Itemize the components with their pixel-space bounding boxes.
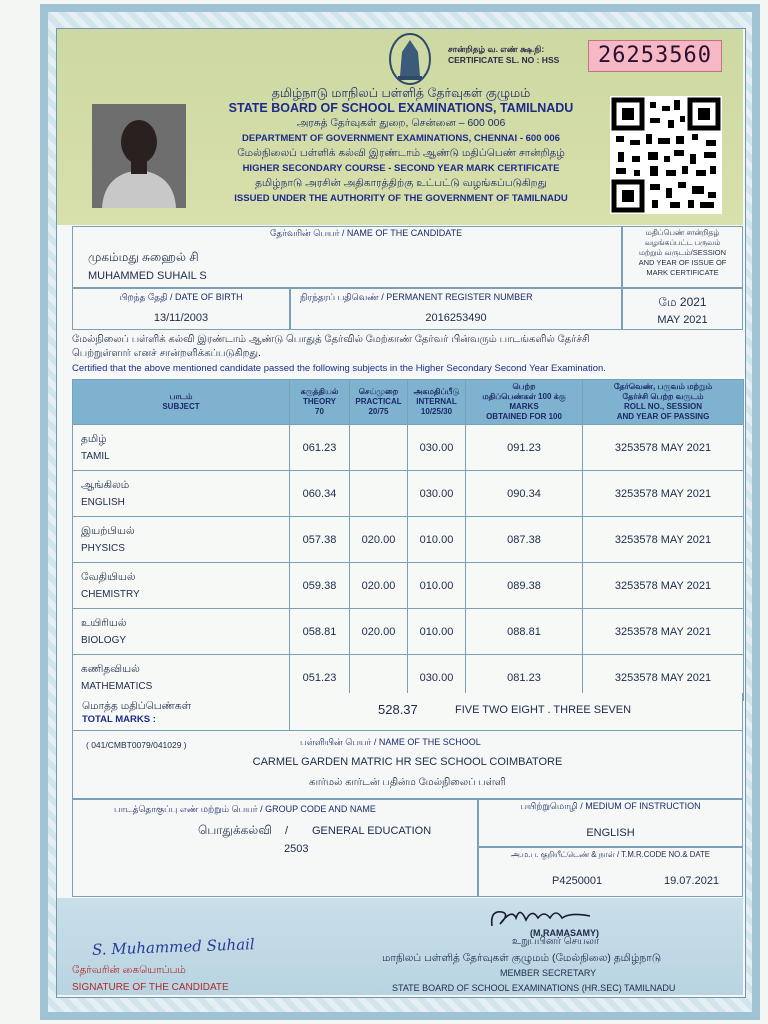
register-label: நிரந்தரப் பதிவெண் / PERMANENT REGISTER NUMBER — [300, 292, 533, 302]
header-theory-max: 70 — [315, 407, 324, 416]
header-internal-en: INTERNAL — [416, 397, 457, 406]
header-practical-en: PRACTICAL — [355, 397, 402, 406]
secretary-board-ta: மாநிலப் பள்ளித் தேர்வுகள் குழுமம் (மேல்நிலை) தமிழ்நாடு — [382, 952, 662, 964]
group-name-en: GENERAL EDUCATION — [312, 825, 432, 837]
board-name-ta: தமிழ்நாடு மாநிலப் பள்ளித் தேர்வுகள் குழுமம் — [271, 86, 531, 100]
header-subject-en: SUBJECT — [162, 402, 200, 411]
table-row — [73, 609, 744, 655]
serial-number: 26253560 — [588, 40, 722, 72]
roll-cell: 3253578 MAY 2021 — [583, 563, 744, 609]
header-theory-en: THEORY — [302, 397, 337, 406]
subject-en: BIOLOGY — [81, 634, 127, 646]
subject-cell — [73, 609, 290, 655]
roll-cell: 3253578 MAY 2021 — [583, 517, 744, 563]
header-obtained-ta2: மதிப்பெண்கள் 100 க்கு — [482, 392, 566, 401]
total-cell: 087.38 — [466, 517, 583, 563]
header-roll-ta2: தேர்ச்சி பெற்ற வருடம் — [622, 392, 704, 401]
header-roll-ta1: தேர்வெண், பருவம் மற்றும் — [613, 382, 713, 391]
tmr-label: அ.ம.ப. குறியீட்டெண் & நாள் / T.M.R.CODE NO.& DATE — [511, 850, 710, 859]
subject-ta: வேதியியல் — [81, 570, 136, 583]
total-cell: 088.81 — [466, 609, 583, 655]
serial-label-en: CERTIFICATE SL. NO : HSS — [448, 55, 560, 65]
tmr-date: 19.07.2021 — [664, 875, 720, 887]
roll-cell: 3253578 MAY 2021 — [583, 609, 744, 655]
session-label-1: மதிப்பெண் சான்றிதழ் — [645, 228, 720, 237]
header-internal-max: 10/25/30 — [420, 407, 453, 416]
session-label-5: MARK CERTIFICATE — [646, 268, 719, 277]
authority-en: ISSUED UNDER THE AUTHORITY OF THE GOVERNMENT OF TAMILNADU — [234, 193, 568, 204]
secretary-board-en: STATE BOARD OF SCHOOL EXAMINATIONS (HR.SEC) TAMILNADU — [392, 983, 676, 993]
table-header-row — [73, 380, 744, 425]
internal-cell: 030.00 — [408, 425, 466, 471]
dept-en: DEPARTMENT OF GOVERNMENT EXAMINATIONS, CHENNAI - 600 006 — [242, 133, 560, 144]
session-label-3: மற்றும் வருடம்/SESSION — [638, 248, 727, 257]
school-code: ( 041/CMBT0079/041029 ) — [86, 740, 187, 750]
total-marks-value: 528.37 — [378, 702, 418, 717]
certify-ta-1: மேல்நிலைப் பள்ளிக் கல்வி இரண்டாம் ஆண்டு பொதுத் தேர்வில் மேற்காண் தேர்வர் பின்வரும் பாடங்களில் தேர்ச்சி — [72, 334, 590, 345]
internal-cell: 010.00 — [408, 609, 466, 655]
certificate-title — [196, 86, 606, 206]
total-cell: 089.38 — [466, 563, 583, 609]
theory-cell: 051.23 — [290, 655, 350, 701]
session-label — [622, 228, 743, 278]
header-roll — [583, 380, 744, 425]
serial-label-ta: சான்றிதழ் வ. எண் க்ஷ.நி: — [448, 44, 545, 54]
candidate-name-ta: முகம்மது சுஹைல் சி — [88, 250, 199, 264]
session-label-2: வழங்கப்பட்ட பருவம் — [644, 238, 721, 247]
subject-ta: தமிழ் — [81, 432, 107, 445]
internal-cell: 030.00 — [408, 655, 466, 701]
register-number: 2016253490 — [425, 312, 487, 324]
name-label: தேர்வரின் பெயர் / NAME OF THE CANDIDATE — [270, 228, 463, 238]
candidate-photo — [92, 104, 186, 208]
marks-table — [72, 379, 744, 701]
school-label: பள்ளியின் பெயர் / NAME OF THE SCHOOL — [300, 737, 481, 747]
header-roll-en1: ROLL NO., SESSION — [623, 402, 703, 411]
subject-ta: கணிதவியல் — [81, 662, 140, 675]
theory-cell: 060.34 — [290, 471, 350, 517]
group-separator: / — [285, 825, 289, 837]
school-name-ta: கார்மல் கார்டன் பதின்ம மேல்நிலைப் பள்ளி — [309, 777, 506, 788]
practical-cell: 020.00 — [350, 563, 408, 609]
board-name-en: STATE BOARD OF SCHOOL EXAMINATIONS, TAMILNADU — [228, 101, 574, 115]
medium-value: ENGLISH — [586, 827, 635, 839]
tmr-code: P4250001 — [552, 875, 603, 887]
subject-cell — [73, 563, 290, 609]
header-practical-max: 20/75 — [368, 407, 389, 416]
subject-en: TAMIL — [81, 450, 110, 462]
secretary-title-ta: உறுப்பினர் செயலர் — [512, 936, 600, 947]
group-name-ta: பொதுக்கல்வி — [198, 823, 272, 837]
table-row — [73, 471, 744, 517]
certify-en: Certified that the above mentioned candidate passed the following subjects in the Higher Secondary Second Year Examination. — [72, 363, 606, 374]
candidate-signature-label-ta: தேர்வரின் கையொப்பம் — [72, 964, 186, 976]
header-obtained-ta1: பெற்ற — [512, 382, 536, 391]
practical-cell — [350, 425, 408, 471]
subject-cell — [73, 517, 290, 563]
table-row — [73, 517, 744, 563]
subject-en: MATHEMATICS — [81, 680, 153, 692]
subject-ta: உயிரியல் — [81, 616, 127, 629]
dob-label: பிறந்த தேதி / DATE OF BIRTH — [119, 292, 243, 302]
tamilnadu-emblem-icon — [388, 32, 432, 86]
practical-cell — [350, 471, 408, 517]
header-subject-ta: பாடம் — [169, 392, 193, 401]
subject-ta: இயற்பியல் — [81, 524, 135, 537]
theory-cell: 058.81 — [290, 609, 350, 655]
subject-en: PHYSICS — [81, 542, 125, 554]
subject-ta: ஆங்கிலம் — [81, 478, 130, 491]
practical-cell: 020.00 — [350, 609, 408, 655]
session-label-4: AND YEAR OF ISSUE OF — [638, 258, 727, 267]
total-cell: 081.23 — [466, 655, 583, 701]
header-internal-ta: அகமதிப்பீடு — [413, 387, 460, 396]
school-name-en: CARMEL GARDEN MATRIC HR SEC SCHOOL COIMBATORE — [252, 756, 563, 768]
theory-cell: 057.38 — [290, 517, 350, 563]
internal-cell: 010.00 — [408, 517, 466, 563]
issue-month-en: MAY 2021 — [657, 314, 708, 326]
theory-cell: 061.23 — [290, 425, 350, 471]
total-cell: 091.23 — [466, 425, 583, 471]
table-row — [73, 563, 744, 609]
header-roll-en2: AND YEAR OF PASSING — [616, 412, 710, 421]
total-marks-words: FIVE TWO EIGHT . THREE SEVEN — [455, 704, 632, 716]
total-cell: 090.34 — [466, 471, 583, 517]
roll-cell: 3253578 MAY 2021 — [583, 471, 744, 517]
secretary-name: (M.RAMASAMY) — [530, 928, 599, 938]
group-code: 2503 — [284, 843, 309, 855]
header-theory — [290, 380, 350, 425]
header-practical-ta: செய்முறை — [358, 387, 399, 396]
subject-cell — [73, 471, 290, 517]
roll-cell: 3253578 MAY 2021 — [583, 425, 744, 471]
subject-en: ENGLISH — [81, 496, 125, 508]
internal-cell: 010.00 — [408, 563, 466, 609]
table-row — [73, 425, 744, 471]
header-obtained-en1: MARKS — [509, 402, 539, 411]
theory-cell: 059.38 — [290, 563, 350, 609]
candidate-name-en: MUHAMMED SUHAIL S — [88, 270, 207, 282]
total-label-en: TOTAL MARKS : — [82, 714, 156, 725]
header-internal — [408, 380, 466, 425]
authority-ta: தமிழ்நாடு அரசின் அதிகாரத்திற்கு உட்பட்டு வழங்கப்படுகிறது — [255, 177, 547, 189]
header-obtained-en2: OBTAINED FOR 100 — [486, 412, 562, 421]
dept-ta: அரசுத் தேர்வுகள் துறை, சென்னை – 600 006 — [296, 117, 506, 129]
practical-cell: 020.00 — [350, 517, 408, 563]
subject-en: CHEMISTRY — [81, 588, 140, 600]
dob-value: 13/11/2003 — [153, 312, 209, 324]
group-label: பாடத்தொகுப்பு எண் மற்றும் பெயர் / GROUP CODE AND NAME — [114, 804, 376, 814]
candidate-signature-label-en: SIGNATURE OF THE CANDIDATE — [72, 982, 229, 993]
internal-cell: 030.00 — [408, 471, 466, 517]
issue-month-ta: மே 2021 — [658, 295, 707, 309]
header-subject — [73, 380, 290, 425]
course-en: HIGHER SECONDARY COURSE - SECOND YEAR MARK CERTIFICATE — [242, 163, 560, 174]
header-theory-ta: கருத்தியல் — [300, 387, 339, 396]
course-ta: மேல்நிலைப் பள்ளிக் கல்வி இரண்டாம் ஆண்டு மதிப்பெண் சான்றிதழ் — [237, 147, 565, 159]
roll-cell: 3253578 MAY 2021 — [583, 655, 744, 701]
candidate-signature: S. Muhammed Suhail — [91, 935, 255, 959]
header-obtained — [466, 380, 583, 425]
subject-cell — [73, 425, 290, 471]
certify-ta-2: பெற்றுள்ளார் எனச் சான்றளிக்கப்படுகிறது. — [72, 348, 261, 359]
medium-label: பயிற்றுமொழி / MEDIUM OF INSTRUCTION — [520, 801, 701, 811]
secretary-title-en: MEMBER SECRETARY — [500, 968, 597, 978]
qr-code — [610, 96, 722, 214]
header-practical — [350, 380, 408, 425]
total-label-ta: மொத்த மதிப்பெண்கள் — [82, 700, 192, 712]
serial-label — [448, 44, 559, 66]
